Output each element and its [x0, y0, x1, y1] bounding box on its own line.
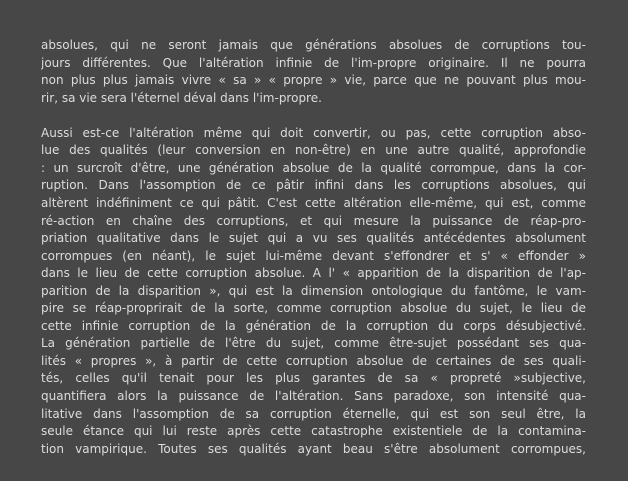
text-line: altèrent indéfiniment ce qui pâtit. C'est cette altération elle-même, qui est, comme — [41, 195, 586, 210]
text-line: jours différentes. Que l'altération infinie de l'im-propre originaire. Il ne pourra — [41, 55, 586, 70]
text-line: corrompues (en néant), le sujet lui-même devant s'effondrer et s' « effonder » — [41, 248, 586, 263]
text-line: quantifiera alors la puissance de l'altération. Sans paradoxe, son intensité qua- — [41, 388, 586, 403]
paragraph-gap — [41, 107, 586, 125]
text-line: cette infinie corruption de la génération de la corruption du corps désubjectivé. — [41, 318, 586, 333]
text-line: Aussi est-ce l'altération même qui doit convertir, ou pas, cette corruption abso- — [41, 125, 586, 140]
text-line: lue des qualités (leur conversion en non-être) en une autre qualité, approfondie — [41, 143, 586, 158]
paragraph-2 — [41, 125, 586, 458]
text-line: pire se réap-proprirait de la sorte, comme corruption absolue du sujet, le lieu de — [41, 301, 586, 316]
text-line: ré-action en chaîne des corruptions, et qui mesure la puissance de réap-pro- — [41, 213, 586, 228]
text-line: rir, sa vie sera l'éternel déval dans l'im-propre. — [41, 90, 322, 105]
text-line: seule étance qui lui reste après cette catastrophe existentiele de la contamina- — [41, 424, 586, 439]
text-line: litative dans l'assomption de sa corruption éternelle, qui est son seul être, la — [41, 406, 586, 421]
document-page — [41, 37, 586, 477]
text-line: dans le lieu de cette corruption absolue. A l' « apparition de la disparition de l'ap- — [41, 266, 586, 281]
paragraph-1 — [41, 37, 586, 107]
text-line: non plus plus jamais vivre « sa » « propre » vie, parce que ne pouvant plus mou- — [41, 73, 586, 88]
text-line: priation qualitative dans le sujet qui a vu ses qualités antécédentes absolument — [41, 231, 586, 246]
text-line: lités « propres », à partir de cette corruption absolue de certaines de ses quali- — [41, 353, 586, 368]
text-line: La génération partielle de l'être du sujet, comme être-sujet possédant ses qua- — [41, 336, 586, 351]
text-line: : un surcroît d'être, une génération absolue de la qualité corrompue, dans la cor- — [41, 160, 586, 175]
text-line: tion vampirique. Toutes ses qualités ayant beau s'être absolument corrompues, — [41, 441, 586, 456]
text-line: tés, celles qu'il tenait pour les plus garantes de sa « propreté »subjective, — [41, 371, 586, 386]
text-line: parition de la disparition », qui est la dimension ontologique du fantôme, le vam- — [41, 283, 586, 298]
text-line: ruption. Dans l'assomption de ce pâtir infini dans les corruptions absolues, qui — [41, 178, 586, 193]
text-line: absolues, qui ne seront jamais que générations absolues de corruptions tou- — [41, 38, 586, 52]
